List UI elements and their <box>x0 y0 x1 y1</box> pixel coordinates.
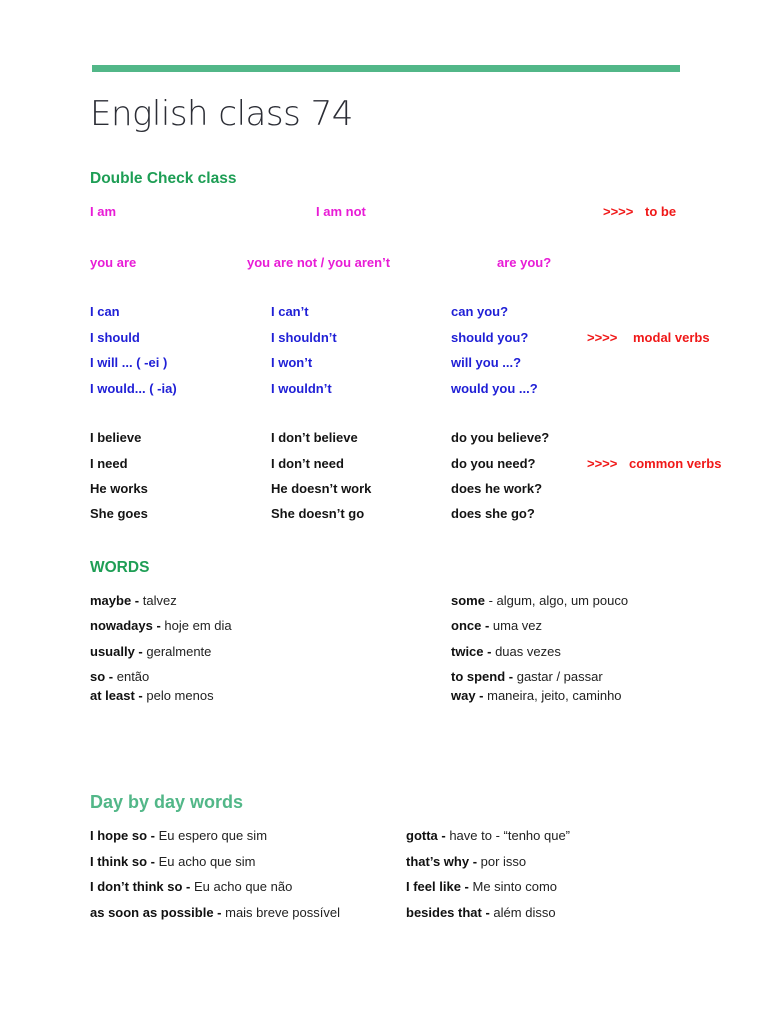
section-heading-day-by-day: Day by day words <box>90 792 244 812</box>
modal-arrow: >>>> <box>587 330 618 345</box>
day-item-right-1: gotta - have to - “tenho que” <box>406 828 571 843</box>
word-item-left-2: nowadays - hoje em dia <box>90 618 232 633</box>
tobe-affirmative-1: I am <box>90 204 117 219</box>
word-item-right-3: twice - duas vezes <box>451 644 561 659</box>
modal-negative-1: I can’t <box>271 304 309 319</box>
modal-affirmative-1: I can <box>90 304 120 319</box>
modal-affirmative-2: I should <box>90 330 140 345</box>
common-question-3: does he work? <box>451 481 543 496</box>
day-item-right-2: that’s why - por isso <box>406 854 527 869</box>
common-negative-2: I don’t need <box>271 456 344 471</box>
modal-question-2: should you? <box>451 330 529 345</box>
common-affirmative-2: I need <box>90 456 128 471</box>
modal-question-1: can you? <box>451 304 509 319</box>
modal-affirmative-3: I will ... ( -ei ) <box>90 355 168 370</box>
word-item-right-1: some - algum, algo, um pouco <box>451 593 629 608</box>
section-heading-double-check: Double Check class <box>90 170 237 187</box>
modal-affirmative-4: I would... ( -ia) <box>90 381 177 396</box>
modal-question-3: will you ...? <box>451 355 522 370</box>
word-item-right-5: way - maneira, jeito, caminho <box>451 688 622 703</box>
day-item-right-4: besides that - além disso <box>406 905 556 920</box>
common-affirmative-4: She goes <box>90 506 148 521</box>
word-item-left-5: at least - pelo menos <box>90 688 214 703</box>
tobe-affirmative-2: you are <box>90 255 137 270</box>
day-item-right-3: I feel like - Me sinto como <box>406 879 558 894</box>
tobe-question-2: are you? <box>497 255 552 270</box>
day-item-left-4: as soon as possible - mais breve possível <box>90 905 340 920</box>
common-negative-1: I don’t believe <box>271 430 358 445</box>
modal-negative-4: I wouldn’t <box>271 381 332 396</box>
tobe-negative-2: you are not / you aren’t <box>247 255 391 270</box>
word-item-right-4: to spend - gastar / passar <box>451 669 603 684</box>
word-item-left-1: maybe - talvez <box>90 593 177 608</box>
common-affirmative-3: He works <box>90 481 148 496</box>
tobe-negative-1: I am not <box>316 204 366 219</box>
word-item-left-3: usually - geralmente <box>90 644 212 659</box>
common-label: common verbs <box>629 456 722 471</box>
header-accent-bar <box>92 65 680 72</box>
common-question-2: do you need? <box>451 456 536 471</box>
common-question-1: do you believe? <box>451 430 550 445</box>
page-title: English class 74 <box>90 94 353 134</box>
word-item-right-2: once - uma vez <box>451 618 543 633</box>
section-heading-words: WORDS <box>90 559 150 576</box>
common-affirmative-1: I believe <box>90 430 142 445</box>
modal-negative-2: I shouldn’t <box>271 330 337 345</box>
common-negative-3: He doesn’t work <box>271 481 372 496</box>
modal-question-4: would you ...? <box>451 381 538 396</box>
modal-negative-3: I won’t <box>271 355 313 370</box>
common-negative-4: She doesn’t go <box>271 506 365 521</box>
day-item-left-1: I hope so - Eu espero que sim <box>90 828 268 843</box>
word-item-left-4: so - então <box>90 669 150 684</box>
day-item-left-2: I think so - Eu acho que sim <box>90 854 256 869</box>
modal-label: modal verbs <box>633 330 710 345</box>
tobe-label: to be <box>645 204 677 219</box>
tobe-arrow: >>>> <box>603 204 634 219</box>
common-arrow: >>>> <box>587 456 618 471</box>
day-item-left-3: I don’t think so - Eu acho que não <box>90 879 293 894</box>
common-question-4: does she go? <box>451 506 535 521</box>
